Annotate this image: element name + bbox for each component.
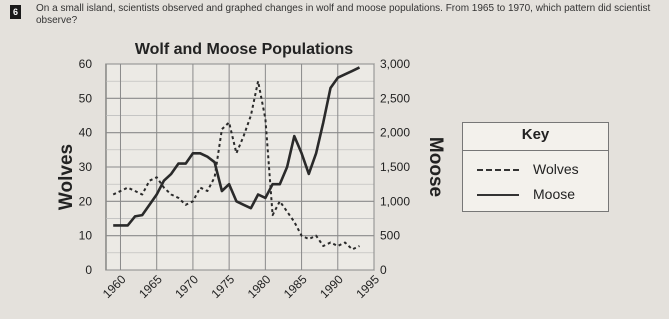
y-left-tick-label: 40	[78, 125, 92, 140]
key-title: Key	[521, 126, 550, 143]
key-label-wolves: Wolves	[533, 161, 579, 177]
chart-title: Wolf and Moose Populations	[134, 41, 354, 58]
y-axis-left-label: Wolves	[56, 143, 77, 211]
y-right-tick-label: 1,000	[380, 194, 411, 209]
question-text: On a small island, scientists observed and graphed changes in wolf and moose populations. From 1965 to 1970, which pattern did scientist observe?	[36, 3, 651, 26]
y-right-tick-label: 2,000	[380, 125, 411, 140]
key-item-wolves	[477, 161, 579, 177]
x-tick-label: 1960	[99, 272, 129, 302]
x-tick-label: 1965	[136, 272, 165, 302]
y-right-tick-label: 1,500	[380, 160, 411, 174]
x-tick-label: 1980	[244, 272, 274, 302]
x-tick-label: 1990	[317, 272, 346, 302]
y-right-tick-label: 3,000	[380, 57, 411, 71]
dashed-line-swatch	[477, 169, 519, 171]
legend-key	[462, 122, 609, 212]
x-tick-label: 1970	[172, 272, 202, 302]
y-right-tick-label: 500	[380, 228, 401, 243]
key-label-moose: Moose	[533, 186, 576, 202]
y-left-tick-label: 60	[78, 57, 92, 71]
y-left-tick-label: 30	[78, 160, 92, 174]
key-divider	[463, 150, 608, 151]
y-right-tick-label: 0	[380, 263, 387, 277]
x-tick-label: 1985	[280, 272, 310, 302]
y-left-tick-label: 0	[85, 263, 92, 277]
y-left-tick-label: 10	[78, 228, 92, 243]
y-right-tick-label: 2,500	[380, 91, 411, 106]
key-item-moose	[477, 186, 575, 202]
solid-line-swatch	[477, 194, 519, 196]
y-axis-right-label: Moose	[425, 136, 446, 198]
question-number: 6	[10, 5, 21, 19]
x-tick-label: 1975	[208, 272, 238, 302]
grid	[106, 64, 374, 270]
y-left-tick-label: 20	[78, 194, 92, 209]
y-left-tick-label: 50	[78, 91, 92, 106]
x-tick-label: 1995	[353, 272, 383, 302]
